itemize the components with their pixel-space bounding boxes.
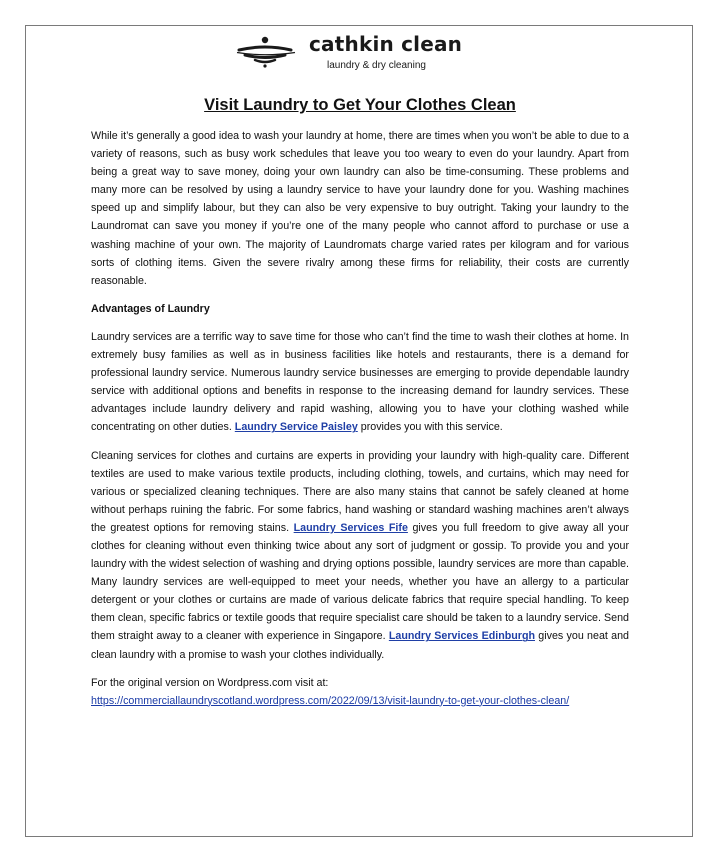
footer (91, 674, 629, 710)
advantages-text: Laundry services are a terrific way to save time for those who can’t find the time to wash their clothes at home. In extremely busy families as well as in business facilities like hotels and restaurants, there is a demand for professional laundry service. Numerous laundry service businesses are emerging to provide dependable laundry service with additional options and benefits in response to the increasing demand for laundry services. These advantages include laundry delivery and rapid washing, allowing you to have your clothing washed while concentrating on other duties. (91, 330, 629, 434)
cleaning-text-end: gives you neat and clean laundry with a promise to wash your clothes individually. (91, 630, 629, 661)
cleaning-services-paragraph (91, 447, 629, 664)
laundry-service-paisley-link[interactable]: Laundry Service Paisley (234, 421, 358, 434)
cleaning-text-middle: gives you full freedom to give away all your clothes for cleaning without even thinking twice about any sort of judgment or gossip. To provide you and your laundry with the widest selection of washing and drying options possible, laundry services are more than capable. Many laundry services are well-equipped to meet your needs, whether you have an allergy to a particular detergent or your clothes or curtains are made of various delicate fabrics that require special handling. To keep them clean, specific fabrics or textile goods that require specialist care should be taken to a laundry service. Send them straight away to a cleaner with experience in Singapore. (91, 521, 629, 643)
article-body (91, 96, 629, 710)
laundry-services-fife-link[interactable]: Laundry Services Fife (293, 521, 408, 534)
advantages-paragraph (91, 328, 629, 437)
laundry-swirl-logo-icon (235, 36, 299, 68)
laundry-services-edinburgh-link[interactable]: Laundry Services Edinburgh (388, 630, 535, 643)
advantages-text-end: provides you with this service. (360, 421, 503, 434)
original-post-link[interactable]: https://commerciallaundryscotland.wordpress.com/2022/09/13/visit-laundry-to-get-your-clothes-clean/ (91, 694, 570, 707)
section-heading: Advantages of Laundry (91, 302, 210, 315)
brand-tagline: laundry & dry cleaning (327, 60, 426, 71)
cleaning-text: Cleaning services for clothes and curtains are experts in providing your laundry with high-quality care. Different textiles are used to make various textile products, including clothing, towels, and curtains, which may need for various or specialized cleaning techniques. There are also many stains that cannot be safely cleaned at home without perhaps ruining the fabric. For some fabrics, hand washing or standard washing machines aren’t always the greatest options for removing stains. (91, 449, 629, 534)
brand-logo (235, 32, 475, 76)
brand-name: cathkin clean (309, 32, 463, 56)
article-title: Visit Laundry to Get Your Clothes Clean (204, 96, 516, 114)
footer-note: For the original version on Wordpress.com visit at: (91, 676, 329, 689)
intro-paragraph: While it’s generally a good idea to wash your laundry at home, there are times when you won’t be able to due to a variety of reasons, such as busy work schedules that leave you too weary to even do your laundry. Apart from being a great way to save money, doing your own laundry can also be time-consuming. These problems and many more can be resolved by using a laundry service to have your laundry done for you. Washing machines speed up and simplify labour, but they can also be very expensive to buy outright. Taking your laundry to the Laundromat can save you money if you’re one of the many people who cannot afford to purchase or use a washing machine of your own. The majority of Laundromats charge varied rates per kilogram and for various sorts of clothing items. Given the severe rivalry among these firms for reliability, their costs are currently reasonable. (91, 130, 629, 287)
